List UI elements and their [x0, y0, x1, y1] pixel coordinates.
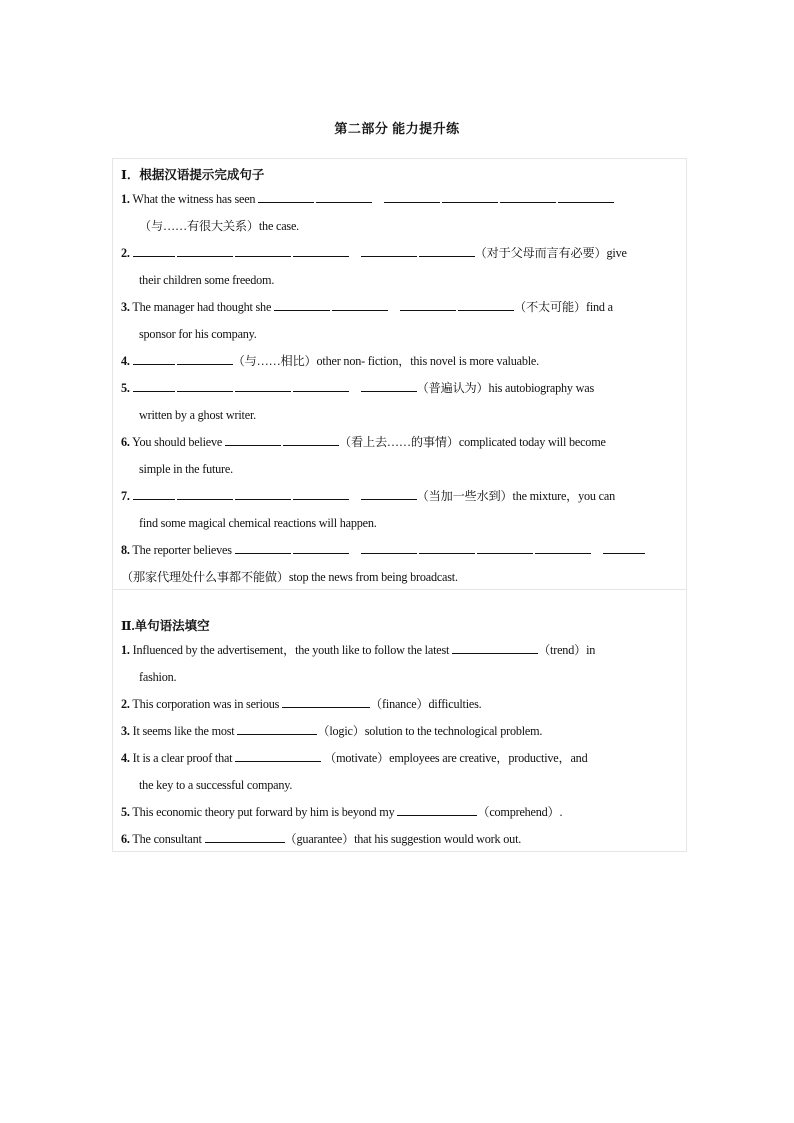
s1-item-7-hint: （当加一些水到） [416, 489, 513, 503]
s2-item-4 [121, 750, 681, 766]
s1-item-5 [121, 380, 681, 396]
blank[interactable] [177, 246, 233, 257]
s2-item-5-hint: （comprehend） [477, 805, 560, 819]
blank[interactable] [235, 381, 291, 392]
s2-item-3-post: solution to the technological problem. [364, 724, 543, 738]
blank[interactable] [361, 543, 417, 554]
s2-item-1-post: fashion. [139, 670, 177, 684]
blank[interactable] [133, 489, 175, 500]
s1-item-3-hint: （不太可能） [514, 300, 586, 314]
blank[interactable] [293, 489, 349, 500]
s1-item-3-post: find a [585, 300, 613, 314]
blank[interactable] [361, 381, 417, 392]
blank[interactable] [442, 192, 498, 203]
page-title: 第二部分 能力提升练 [334, 121, 460, 136]
blank[interactable] [458, 300, 514, 311]
s1-item-3-text: The manager had thought she [132, 300, 272, 314]
s1-item-3 [121, 299, 681, 315]
section-1-heading: Ⅰ．根据汉语提示完成句子 [121, 168, 265, 182]
s1-item-2-post-2: their children some freedom. [139, 273, 275, 287]
s1-item-2-number: 2. [121, 246, 130, 260]
blank[interactable] [235, 489, 291, 500]
blank[interactable] [258, 192, 314, 203]
s2-item-6-post: that his suggestion would work out. [354, 832, 522, 846]
blank[interactable] [235, 246, 291, 257]
blank[interactable] [452, 643, 538, 654]
s2-item-3 [121, 723, 681, 739]
s2-item-6 [121, 831, 681, 847]
blank[interactable] [177, 354, 233, 365]
s2-item-5-post: . [559, 805, 563, 819]
s1-item-7-number: 7. [121, 489, 130, 503]
s1-item-6-cont [139, 461, 699, 477]
blank[interactable] [293, 246, 349, 257]
blank[interactable] [316, 192, 372, 203]
blank[interactable] [419, 246, 475, 257]
blank[interactable] [177, 489, 233, 500]
s1-item-2-cont [139, 272, 699, 288]
blank[interactable] [133, 354, 175, 365]
s2-item-1-cont [139, 669, 699, 685]
s1-item-8-number: 8. [121, 543, 130, 557]
s2-item-5 [121, 804, 681, 820]
blank[interactable] [133, 246, 175, 257]
s1-item-8-hint: （那家代理处什么事都不能做） [121, 570, 289, 584]
s2-item-6-hint: （guarantee） [284, 832, 355, 846]
s1-item-4 [121, 353, 681, 369]
s1-item-5-cont [139, 407, 699, 423]
s1-item-1-post: the case. [258, 219, 300, 233]
s1-item-6-post: complicated today will become [458, 435, 606, 449]
s2-item-4-post: employees are creative，productive，and [389, 751, 588, 765]
s1-item-7 [121, 488, 681, 504]
section-2-heading: Ⅱ.单句语法填空 [121, 619, 210, 633]
blank[interactable] [225, 435, 281, 446]
s1-item-5-hint: （普遍认为） [416, 381, 489, 395]
s1-item-5-post-2: written by a ghost writer. [139, 408, 256, 422]
s2-item-2-hint: （finance） [370, 697, 429, 711]
blank[interactable] [282, 697, 370, 708]
blank[interactable] [235, 751, 321, 762]
blank[interactable] [477, 543, 533, 554]
s1-item-7-post: the mixture，you can [512, 489, 615, 503]
s1-item-7-cont [139, 515, 699, 531]
s2-item-6-number: 6. [121, 832, 130, 846]
s2-item-1-text: Influenced by the advertisement，the youth like to follow the latest [132, 643, 450, 657]
blank[interactable] [558, 192, 614, 203]
s1-item-8-post: stop the news from being broadcast. [288, 570, 458, 584]
s1-item-1-number: 1. [121, 192, 130, 206]
s1-item-1-cont [139, 218, 699, 234]
s1-item-5-number: 5. [121, 381, 130, 395]
blank[interactable] [283, 435, 339, 446]
blank[interactable] [397, 805, 477, 816]
s1-item-6-text: You should believe [132, 435, 223, 449]
blank[interactable] [293, 543, 349, 554]
section-2-box [112, 590, 687, 852]
blank[interactable] [177, 381, 233, 392]
blank[interactable] [235, 543, 291, 554]
blank[interactable] [361, 246, 417, 257]
blank[interactable] [400, 300, 456, 311]
s1-item-4-post: other non- fiction，this novel is more valuable. [316, 354, 539, 368]
blank[interactable] [535, 543, 591, 554]
blank[interactable] [603, 543, 645, 554]
s2-item-4-hint: （motivate） [324, 751, 390, 765]
s1-item-2 [121, 245, 681, 261]
s2-item-3-text: It seems like the most [132, 724, 235, 738]
s1-item-8 [121, 542, 681, 558]
blank[interactable] [361, 489, 417, 500]
section-1-box [112, 158, 687, 590]
s2-item-2-text: This corporation was in serious [132, 697, 280, 711]
s1-item-4-number: 4. [121, 354, 130, 368]
blank[interactable] [332, 300, 388, 311]
blank[interactable] [500, 192, 556, 203]
blank[interactable] [293, 381, 349, 392]
blank[interactable] [419, 543, 475, 554]
s1-item-3-number: 3. [121, 300, 130, 314]
blank[interactable] [384, 192, 440, 203]
s1-item-6-post-2: simple in the future. [139, 462, 233, 476]
s1-item-2-post: give [606, 246, 627, 260]
s1-item-8-text: The reporter believes [132, 543, 232, 557]
s2-item-4-number: 4. [121, 751, 130, 765]
s1-item-5-post: his autobiography was [488, 381, 595, 395]
s1-item-8-cont [121, 569, 681, 585]
s2-item-3-hint: （logic） [317, 724, 365, 738]
s1-item-6-hint: （看上去……的事情） [338, 435, 459, 449]
blank[interactable] [205, 832, 285, 843]
s2-item-2-number: 2. [121, 697, 130, 711]
s1-item-7-post-2: find some magical chemical reactions will happen. [139, 516, 377, 530]
s2-item-5-number: 5. [121, 805, 130, 819]
s1-item-6-number: 6. [121, 435, 130, 449]
s1-item-1-text: What the witness has seen [132, 192, 256, 206]
s1-item-2-hint: （对于父母而言有必要） [474, 246, 607, 260]
s2-item-4-post-2: the key to a successful company. [139, 778, 293, 792]
s1-item-1 [121, 191, 681, 207]
s2-item-5-text: This economic theory put forward by him is beyond my [132, 805, 395, 819]
s2-item-6-text: The consultant [132, 832, 202, 846]
blank[interactable] [274, 300, 330, 311]
s1-item-6 [121, 434, 681, 450]
s1-item-1-hint: （与……有很大关系） [139, 219, 259, 233]
s2-item-2 [121, 696, 681, 712]
s1-item-3-cont [139, 326, 699, 342]
s2-item-1 [121, 642, 681, 658]
s2-item-1-hint: （trend）in [538, 643, 596, 657]
s2-item-3-number: 3. [121, 724, 130, 738]
blank[interactable] [237, 724, 317, 735]
s2-item-1-number: 1. [121, 643, 130, 657]
s2-item-4-cont [139, 777, 699, 793]
s2-item-2-post: difficulties. [428, 697, 482, 711]
s2-item-4-text: It is a clear proof that [132, 751, 233, 765]
s1-item-3-post-2: sponsor for his company. [139, 327, 257, 341]
s1-item-4-hint: （与……相比） [232, 354, 317, 368]
blank[interactable] [133, 381, 175, 392]
